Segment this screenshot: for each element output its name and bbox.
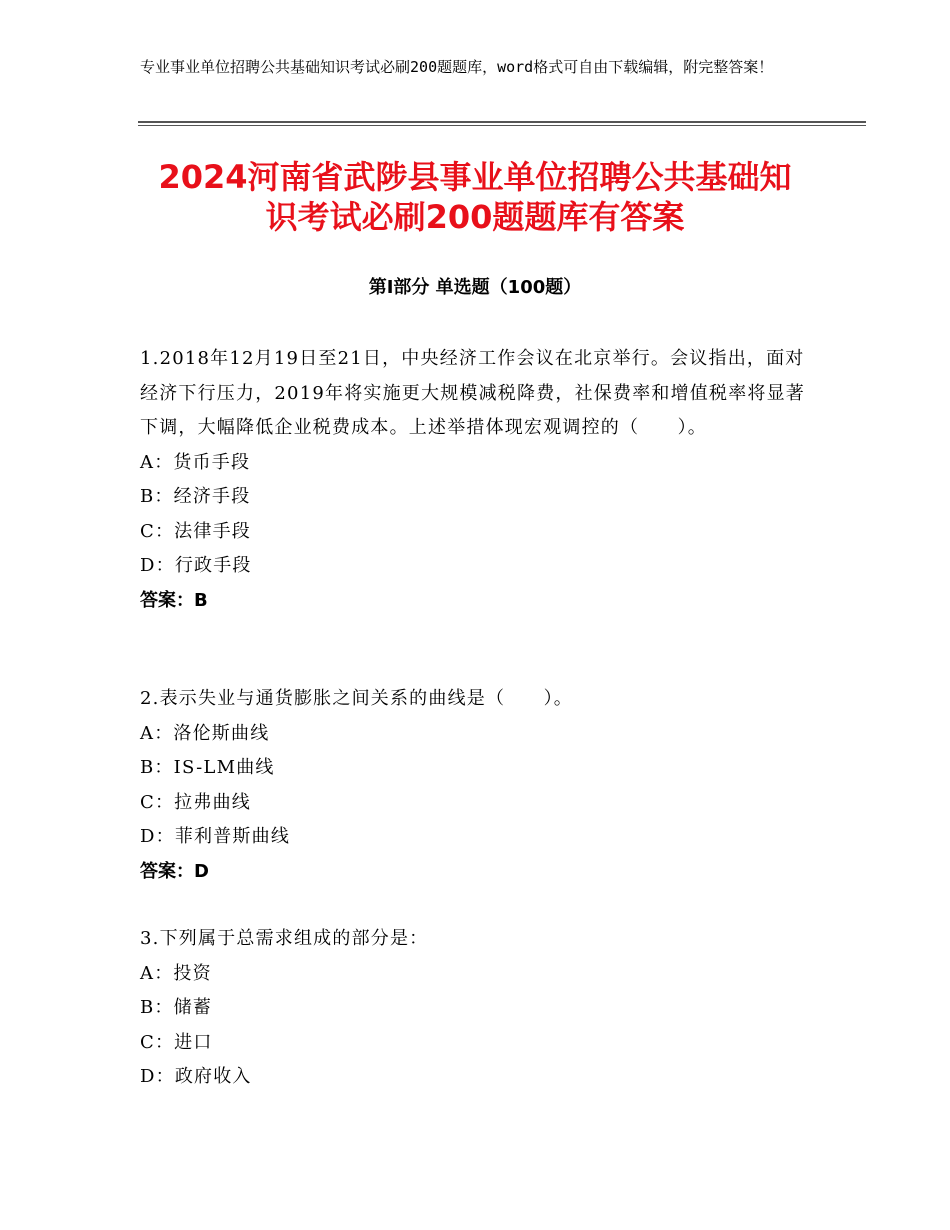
option-d: D：政府收入 (140, 1066, 252, 1087)
option-a: A：投资 (140, 962, 212, 984)
option-d: D：行政手段 (140, 555, 252, 576)
option-a: A：货币手段 (140, 451, 251, 473)
question-2 (140, 682, 812, 889)
question-3 (140, 922, 812, 1095)
answer: 答案：D (140, 860, 209, 882)
option-d: D：菲利普斯曲线 (140, 826, 291, 847)
header-divider-thin (138, 125, 866, 126)
option-a: A：洛伦斯曲线 (140, 722, 270, 744)
section-title: 第Ⅰ部分 单选题（100题） (368, 277, 582, 298)
option-b: B：IS-LM曲线 (140, 757, 275, 778)
header-note: 专业事业单位招聘公共基础知识考试必刷200题题库，word格式可自由下载编辑，附完整答案！ (140, 58, 774, 76)
document-title-line-2: 识考试必刷200题题库有答案 (265, 198, 685, 236)
answer: 答案：B (140, 589, 208, 611)
question-stem: 2.表示失业与通货膨胀之间关系的曲线是（ ）。 (140, 688, 573, 709)
option-c: C：拉弗曲线 (140, 791, 251, 813)
option-c: C：进口 (140, 1031, 213, 1053)
header-divider-thick (138, 121, 866, 123)
question-stem: 3.下列属于总需求组成的部分是： (140, 928, 429, 949)
question-1 (140, 342, 812, 618)
question-stem: 1.2018年12月19日至21日，中央经济工作会议在北京举行。会议指出，面对经济下行压力，2019年将实施更大规模减税降费，社保费率和增值税率将显著下调，大幅降低企业税费成本。上述举措体现宏观调控的（ ）。 (140, 348, 806, 438)
option-b: B：经济手段 (140, 486, 251, 507)
option-c: C：法律手段 (140, 520, 251, 542)
document-title (100, 157, 850, 237)
document-title-line-1: 2024河南省武陟县事业单位招聘公共基础知 (158, 158, 792, 196)
option-b: B：储蓄 (140, 997, 213, 1018)
